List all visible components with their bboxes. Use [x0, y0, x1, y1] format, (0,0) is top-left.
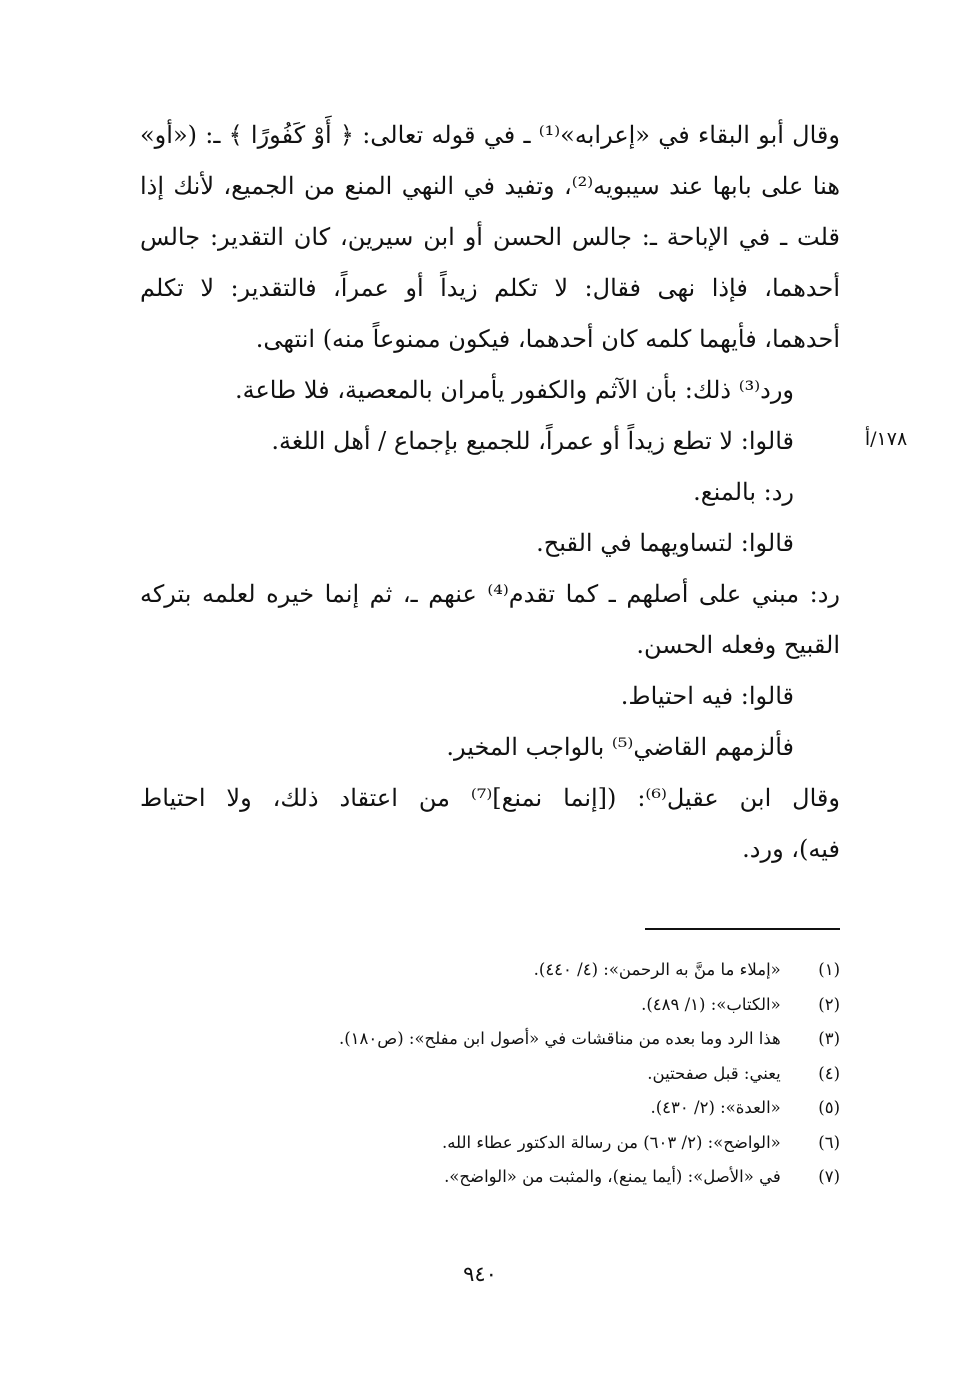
footnote-text: «إملاء ما منَّ به الرحمن»: (٤/ ٤٤٠). [533, 960, 781, 979]
footnote-text: «الكتاب»: (١/ ٤٨٩). [641, 994, 781, 1014]
footnote-number: (٣) [818, 1029, 840, 1048]
footnote-text: «الواضح»: (٢/ ٦٠٣) من رسالة الدكتور عطاء الله. [441, 1132, 781, 1152]
manuscript-folio-marker: ١٧٨/أ [864, 428, 908, 450]
text-line-11: القبيح وفعله الحسن. [636, 631, 840, 659]
footnote-5 [140, 1091, 840, 1126]
footnote-text: يعني: قبل صفحتين. [647, 1063, 781, 1083]
text-line-12: قالوا: فيه احتياط. [620, 682, 794, 710]
footnote-number: (٢) [818, 994, 840, 1014]
text-line-6: ورد⁽³⁾ ذلك: بأن الآثم والكفور يأمران بالمعصية، فلا طاعة. [234, 376, 794, 404]
footnote-number: (٤) [818, 1063, 840, 1083]
page-number: ٩٤٠ [463, 1262, 497, 1286]
footnote-7 [140, 1160, 840, 1195]
footnote-number: (٥) [818, 1098, 840, 1117]
footnote-number: (٦) [818, 1132, 840, 1152]
text-line-4: أحدهما، فإذا نهى فقال: لا تكلم زيداً أو عمراً، فالتقدير: لا تكلم [140, 274, 840, 302]
footnote-number: (٧) [818, 1167, 840, 1186]
footnote-6 [140, 1126, 840, 1161]
text-line-5: أحدهما، فأيهما كلمه كان أحدهما، فيكون ممنوعاً منه) انتهى. [255, 325, 840, 353]
footnote-text: هذا الرد وما بعده من مناقشات في «أصول ابن مفلح»: (ص١٨٠). [338, 1029, 781, 1048]
text-line-3: قلت ـ في الإباحة ـ: جالس الحسن أو ابن سيرين، كان التقدير: جالس [140, 223, 840, 251]
text-line-1: وقال أبو البقاء في «إعرابه»⁽¹⁾ ـ في قوله تعالى: ﴿ أَوْ كَفُورًا ﴾ ـ: («أو» [140, 121, 840, 149]
text-line-15: فيه)، ورد. [742, 835, 840, 863]
text-line-8: رد: بالمنع. [693, 478, 794, 506]
text-line-14: وقال ابن عقيل⁽⁶⁾: ([إنما نمنع]⁽⁷⁾ من اعتقاد ذلك، ولا احتياط [140, 784, 840, 812]
footnote-number: (١) [818, 960, 840, 979]
footnote-4 [140, 1057, 840, 1092]
main-text-block [140, 110, 840, 875]
footnotes-block [140, 953, 840, 1195]
text-line-10: رد: مبني على أصلهم ـ كما تقدم⁽⁴⁾ عنهم ـ، ثم إنما خيره لعلمه بتركه [140, 580, 840, 608]
text-line-9: قالوا: لتساويهما في القبح. [536, 529, 794, 557]
footnote-text: في «الأصل»: (أيما يمنع)، والمثبت من «الواضح». [444, 1167, 781, 1186]
footnote-text: «العدة»: (٢/ ٤٣٠). [650, 1098, 781, 1117]
text-line-2: هنا على بابها عند سيبويه⁽²⁾، وتفيد في النهي المنع من الجميع، لأنك إذا [140, 172, 840, 200]
footnote-1 [140, 953, 840, 988]
footnote-divider [645, 928, 840, 930]
text-line-7: قالوا: لا تطع زيداً أو عمراً، للجميع بإجماع / أهل اللغة. [271, 427, 794, 455]
text-line-13: فألزمهم القاضي⁽⁵⁾ بالواجب المخير. [446, 733, 794, 761]
footnote-2 [140, 988, 840, 1023]
footnote-3 [140, 1022, 840, 1057]
